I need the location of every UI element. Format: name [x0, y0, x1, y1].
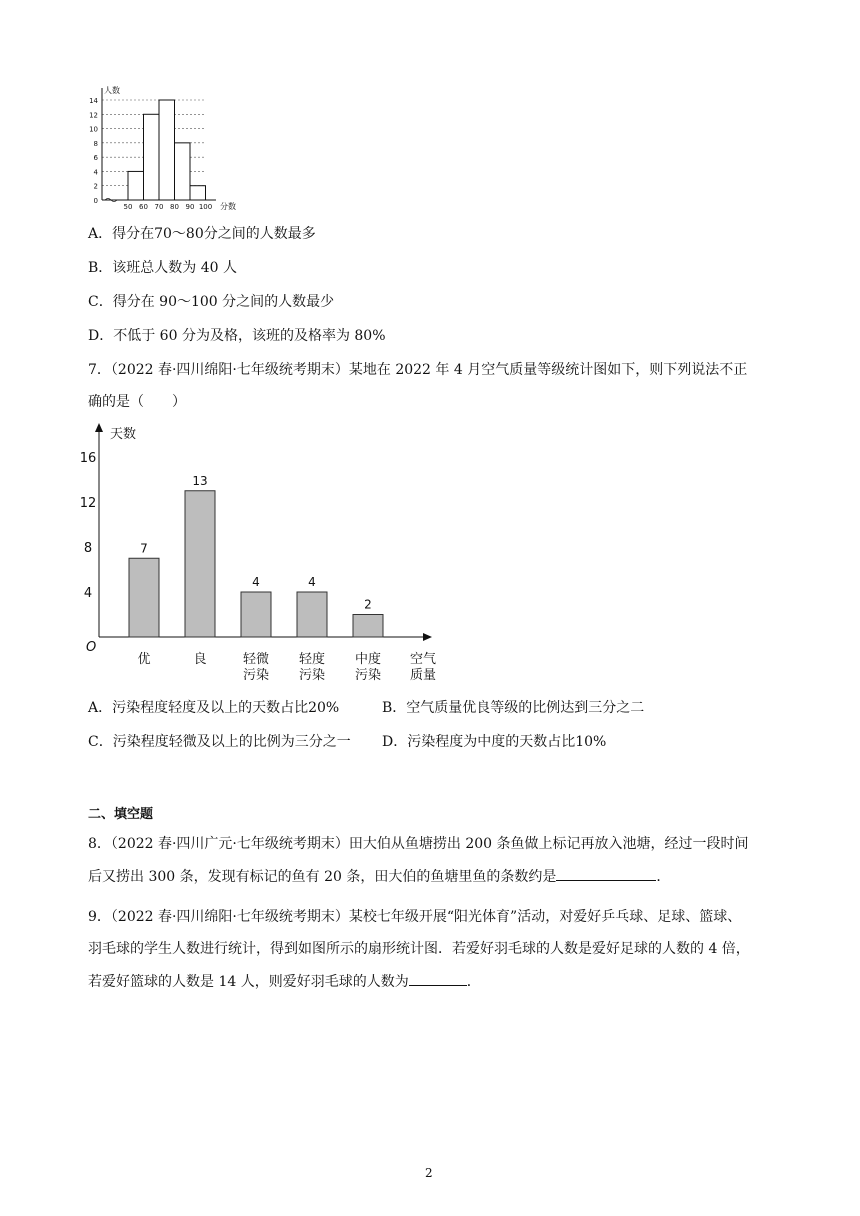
bar-ylabel: 天数 — [110, 427, 137, 442]
q9-stem-line1: 9．（2022 春·四川绵阳·七年级统考期末）某校七年级开展“阳光体育”活动，对爱好乒乓球、足球、篮球、 — [88, 909, 742, 925]
bar — [129, 558, 159, 637]
bar-category-label: 污染 — [298, 668, 326, 683]
bar-category-label: 轻度 — [298, 652, 326, 667]
bar — [353, 615, 383, 638]
histogram-xtick-label: 80 — [170, 203, 179, 211]
histogram-ytick-label: 2 — [93, 182, 98, 191]
bar-category-label: 污染 — [354, 668, 382, 683]
bar-category-label: 优 — [137, 652, 151, 667]
air-quality-bar-chart — [80, 420, 460, 690]
q8-end: ． — [656, 869, 671, 885]
bar — [297, 592, 327, 637]
histogram-xlabel: 分数 — [220, 202, 236, 211]
q9-end: ． — [466, 974, 481, 990]
bar-category-label: 轻微 — [242, 652, 270, 667]
histogram-bar — [159, 100, 175, 200]
q6-option-d[interactable]: D．不低于 60 分为及格，该班的及格率为 80% — [88, 328, 386, 344]
section-title: 二、填空题 — [88, 807, 154, 822]
histogram-ytick-label: 8 — [93, 139, 98, 148]
bar-data-label: 7 — [140, 541, 148, 556]
bar-y-axis-arrow — [95, 423, 103, 432]
histogram-bar — [190, 186, 206, 200]
bar-category-label: 污染 — [242, 668, 270, 683]
q6-option-b[interactable]: B．该班总人数为 40 人 — [88, 260, 238, 276]
bar-data-label: 13 — [192, 473, 208, 488]
score-histogram — [80, 82, 240, 212]
q7-stem-line2: 确的是（ ） — [88, 394, 186, 410]
bar-xlabel-1: 空气 — [409, 652, 437, 667]
q9-stem-line3 — [88, 971, 481, 992]
bar — [185, 491, 215, 637]
bar-ytick-label: 16 — [80, 451, 97, 466]
histogram-ytick-label: 0 — [93, 197, 98, 205]
q6-option-a[interactable]: A．得分在70～80分之间的人数最多 — [88, 226, 316, 242]
bar-origin: O — [86, 640, 97, 655]
histogram-ytick-label: 10 — [89, 125, 98, 134]
bar-xlabel-2: 质量 — [409, 668, 437, 683]
bar-category-label: 良 — [193, 652, 207, 667]
q7-option-a[interactable]: A．污染程度轻度及以上的天数占比20% — [88, 700, 340, 716]
histogram-ylabel: 人数 — [104, 86, 120, 95]
bar-ytick-label: 12 — [80, 496, 97, 511]
histogram-ytick-label: 4 — [93, 168, 98, 177]
histogram-ytick-label: 6 — [93, 154, 98, 163]
histogram-bar — [175, 143, 191, 200]
bar-data-label: 4 — [252, 575, 260, 589]
histogram-xtick-label: 60 — [139, 203, 148, 211]
histogram-bar — [128, 171, 144, 200]
bar-ytick-label: 8 — [83, 541, 93, 556]
q9-text: 若爱好篮球的人数是 14 人，则爱好羽毛球的人数为 — [88, 974, 409, 990]
bar-data-label: 2 — [364, 597, 372, 612]
histogram-xtick-label: 100 — [198, 203, 213, 211]
q9-answer-blank[interactable] — [409, 971, 467, 986]
histogram-xtick-label: 50 — [123, 203, 133, 211]
q9-stem-line2: 羽毛球的学生人数进行统计，得到如图所示的扇形统计图．若爱好羽毛球的人数是爱好足球的人数的 4 倍， — [88, 941, 750, 957]
bar-x-axis-arrow — [423, 633, 432, 641]
q8-stem-line1: 8．（2022 春·四川广元·七年级统考期末）田大伯从鱼塘捞出 200 条鱼做上标记再放入池塘，经过一段时间 — [88, 836, 749, 852]
histogram-xtick-label: 90 — [185, 203, 195, 211]
histogram-ytick-label: 14 — [89, 97, 98, 105]
q8-answer-blank[interactable] — [556, 866, 656, 881]
histogram-xtick-label: 70 — [154, 203, 164, 211]
histogram-ytick-label: 12 — [89, 111, 98, 120]
bar — [241, 592, 271, 637]
q6-option-c[interactable]: C．得分在 90～100 分之间的人数最少 — [88, 294, 335, 310]
q7-option-c[interactable]: C．污染程度轻微及以上的比例为三分之一 — [88, 734, 351, 750]
histogram-bar — [144, 114, 160, 200]
bar-category-label: 中度 — [354, 652, 382, 667]
bar-ytick-label: 4 — [83, 586, 93, 601]
q8-text: 后又捞出 300 条，发现有标记的鱼有 20 条，田大伯的鱼塘里鱼的条数约是 — [88, 869, 557, 885]
q8-stem-line2 — [88, 866, 670, 887]
q7-option-b[interactable]: B．空气质量优良等级的比例达到三分之二 — [382, 700, 645, 716]
q7-option-d[interactable]: D．污染程度为中度的天数占比10% — [382, 734, 607, 750]
page-number: 2 — [425, 1166, 433, 1180]
q7-stem-line1: 7．（2022 春·四川绵阳·七年级统考期末）某地在 2022 年 4 月空气质量等级统计图如下，则下列说法不正 — [88, 362, 748, 378]
bar-data-label: 4 — [308, 575, 316, 589]
